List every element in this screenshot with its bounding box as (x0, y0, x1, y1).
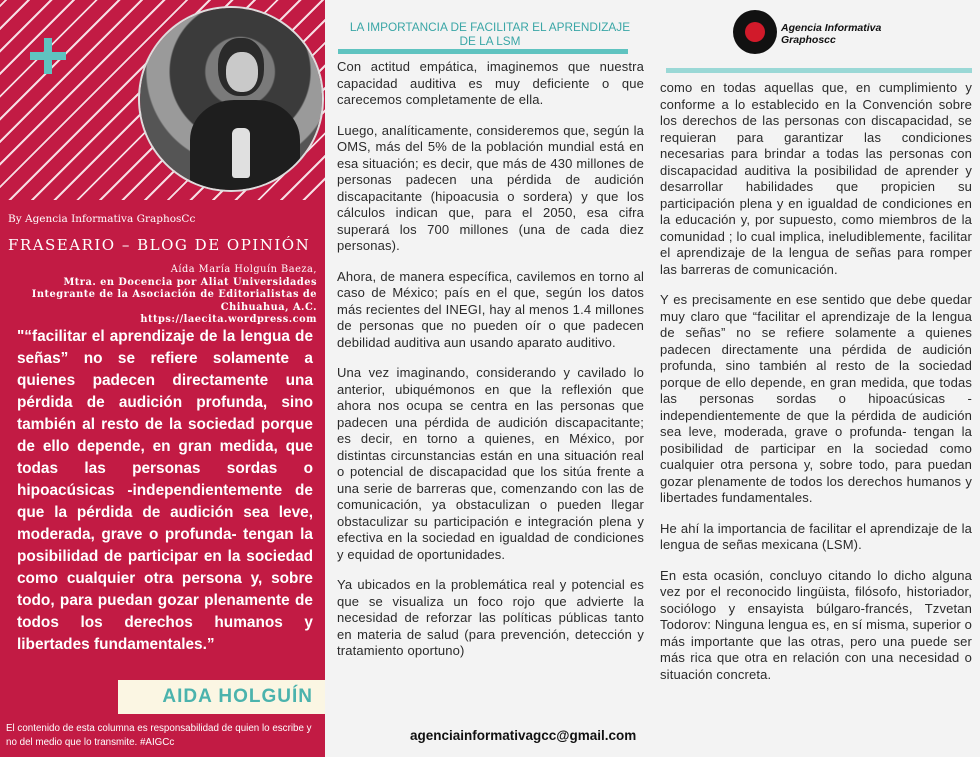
author-line: Aída María Holguín Baeza, (170, 264, 317, 275)
logo-icon (733, 10, 777, 54)
logo-line: Graphoscc (781, 34, 836, 46)
paragraph: Con actitud empática, imaginemos que nuestra capacidad auditiva es muy deficiente o que carecemos completamente de ella. (337, 59, 644, 107)
paragraph: como en todas aquellas que, en cumplimiento y conforme a lo establecido en la Convención sobre los derechos de las personas con discapacidad, se requieran para garantizar las condiciones necesarias para brindar a todas las personas con discapacidad auditiva la posibilidad de aprender y desarrollar habilidades que propicien su participación plena y en igualdad de condiciones en la educación y, por supuesto, como miembros de la comunidad ; lo cual implica, ineludiblemente, facilitar el aprendizaje de la lengua de señas para romper las barreras de comunicación. (660, 80, 972, 277)
author-photo (140, 8, 322, 190)
logo-line: Agencia Informativa (781, 22, 882, 34)
sidebar (0, 0, 325, 757)
column-divider-bar (666, 68, 972, 73)
contact-email[interactable]: agenciainformativagcc@gmail.com (410, 728, 637, 743)
logo-text (781, 22, 881, 46)
paragraph: En esta ocasión, concluyo citando lo dicho alguna vez por el reconocido lingüista, filósofo, historiador, sociólogo y ensayista búlgaro-francés, Tzvetan Todorov: Ninguna lengua es, en sí misma, superior o más importante que las otras, pero una puede ser más rica que otra en relación con una necesidad o situación concreta. (660, 567, 972, 682)
author-line: Mtra. en Docencia por Aliat Universidades (63, 276, 317, 288)
disclaimer: El contenido de esta columna es responsabilidad de quien lo escribe y no del medio que lo transmite. #AIGCc (6, 723, 312, 748)
author-website[interactable]: https://laecita.wordpress.com (140, 314, 317, 326)
plus-icon (30, 38, 66, 74)
author-line: Integrante de la Asociación de Editorialistas de (31, 289, 317, 301)
paragraph: Ahora, de manera específica, cavilemos en torno al caso de México; país en el que, según los datos más recientes del INEGI, hay al menos 1.4 millones de personas que no pueden oír o que padecen debilidad auditiva aun usando aparato auditivo. (337, 268, 644, 350)
paragraph: Luego, analíticamente, consideremos que, según la OMS, más del 5% de la población mundial está en esa situación; es decir, que más de 430 millones de personas padecen una pérdida de audición discapacitante (hipoacusia o sordera) y que los cálculos indican que, para el 2050, esa cifra superará los 700 millones (una de cada diez personas). (337, 122, 644, 253)
article-title: LA IMPORTANCIA DE FACILITAR EL APRENDIZAJE DE LA LSM (349, 20, 631, 48)
agency-logo (733, 10, 893, 60)
paragraph: Una vez imaginando, considerando y cavilado lo anterior, ubiquémonos en que la reflexión que ahora nos ocupa se centra en las personas que padecen una pérdida de audición discapacitante; es decir, en torno a quienes, en México, por distintas circunstancias están en una situación real o potencial de discapacidad que los sitúa frente a una serie de barreras que, comenzando con las de comunicación, ya obstaculizan o pueden llegar obstaculizar su participación e integración plena y efectiva en la sociedad en igualdad de condiciones y equidad de oportunidades. (337, 365, 644, 562)
author-name-box (118, 680, 325, 714)
article-column-2 (660, 80, 972, 697)
author-info (7, 264, 317, 327)
byline: By Agencia Informativa GraphosCc (8, 213, 196, 225)
article-column-1 (337, 59, 644, 674)
author-line: Chihuahua, A.C. (220, 301, 317, 313)
paragraph: He ahí la importancia de facilitar el aprendizaje de la lengua de señas mexicana (LSM). (660, 520, 972, 552)
paragraph: Ya ubicados en la problemática real y potencial es que se visualiza un foco rojo que advierte la necesidad de reforzar las políticas públicas tanto en materia de salud (para prevención, detección y tratamiento oportuno) (337, 577, 644, 658)
pull-quote: "“facilitar el aprendizaje de la lengua de señas” no se refiere solamente a quienes padecen directamente una pérdida de audición profunda, sino también al resto de la sociedad porque de ello depende, en gran medida, que todas las personas sordas o hipoacúsicas -independientemente de que la pérdida de audición sea leve, moderada, grave o profunda- tengan la posibilidad de participar en la sociedad como cualquier otra persona y, sobre todo, para puedan gozar plenamente de todos los derechos humanos y libertades fundamentales.” (17, 328, 313, 653)
blog-title: FRASEARIO – BLOG DE OPINIÓN (8, 236, 311, 254)
title-underline (338, 49, 628, 54)
author-name: AIDA HOLGUÍN (162, 686, 313, 707)
paragraph: Y es precisamente en ese sentido que debe quedar muy claro que “facilitar el aprendizaje de la lengua de señas” no se refiere solamente a quienes padecen directamente una pérdida de audición profunda, sino también al resto de la sociedad porque de ello depende, en gran medida, que todas las personas sordas o hipoacúsicas -independientemente de que la pérdida de audición sea leve, moderada, grave o profunda- tengan la posibilidad de participar en la sociedad como cualquier otra persona y, sobre todo, para puedan gozar plenamente de todos los derechos humanos y libertades fundamentales. (660, 292, 972, 505)
